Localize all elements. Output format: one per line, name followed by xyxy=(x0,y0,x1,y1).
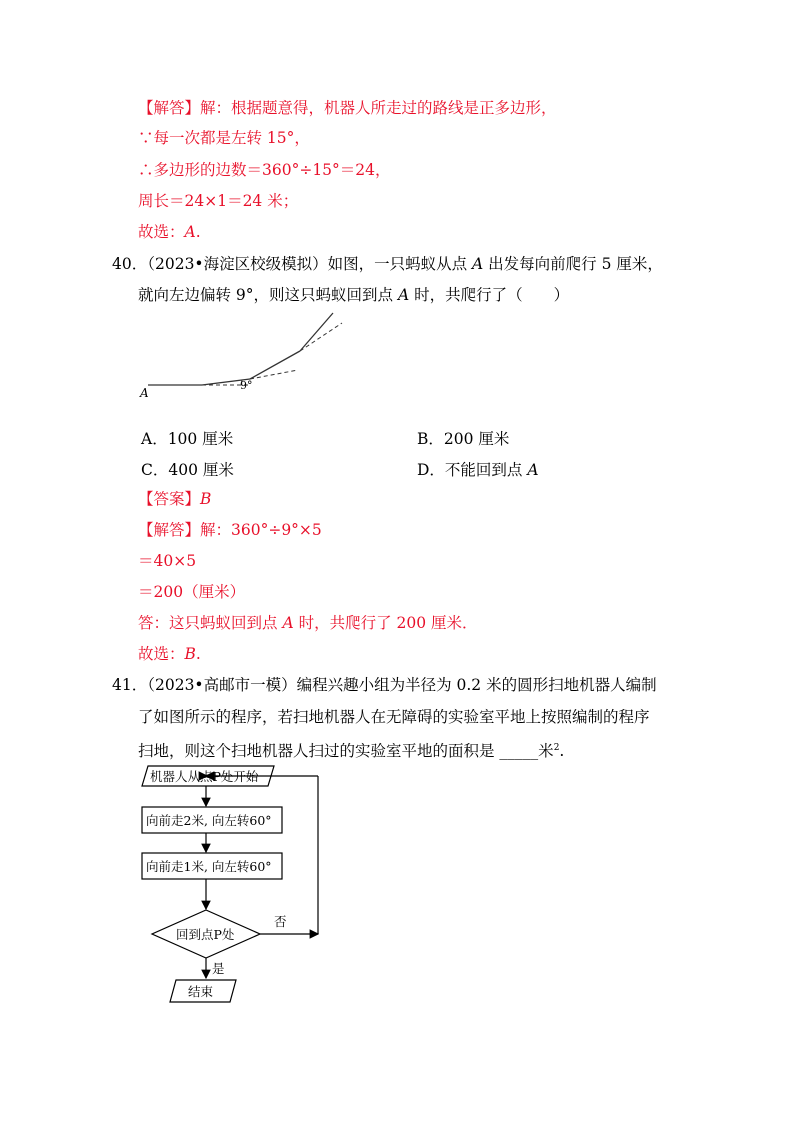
angle-label: 9° xyxy=(240,379,253,392)
choice-prefix: 故选： xyxy=(138,645,185,663)
choice-answer: A xyxy=(184,223,196,241)
step-1-text: 向前走2米, 向左转60° xyxy=(146,813,272,828)
q39-solution-line-3: ∴多边形的边数＝360°÷15°＝24， xyxy=(138,161,391,179)
q39-solution-line-1: 【解答】解：根据题意得，机器人所走过的路线是正多边形， xyxy=(138,99,557,117)
q40-stem-line-1 xyxy=(112,254,663,274)
stem-text: 就向左边偏转 9°，则这只蚂蚁回到点 xyxy=(138,286,398,304)
solution-text: 时，共爬行了 200 厘米． xyxy=(293,614,478,632)
no-label: 否 xyxy=(274,914,287,929)
end-text: 结束 xyxy=(188,984,214,999)
q40-solution-line-1: 【解答】解：360°÷9°×5 xyxy=(138,521,322,539)
point-label-a: A xyxy=(140,386,149,400)
start-text: 机器人从点P处开始 xyxy=(150,769,259,784)
stem-text: （2023•高邮市一模）编程兴趣小组为半径为 0.2 米的圆形扫地机器人编制 xyxy=(147,676,657,694)
choice-answer: B xyxy=(184,645,196,663)
answer-prefix: 【答案】 xyxy=(138,490,201,508)
decision-text: 回到点P处 xyxy=(176,927,235,942)
option-a: A．100 厘米 xyxy=(141,430,234,448)
option-text: D．不能回到点 xyxy=(417,461,528,479)
question-number: 41． xyxy=(112,676,148,694)
stem-text: 出发每向前爬行 5 厘米， xyxy=(483,255,663,273)
point-variable: A xyxy=(397,286,410,304)
q40-solution-line-4 xyxy=(138,613,478,633)
choice-suffix: . xyxy=(195,223,201,241)
stem-text: 时，共爬行了（ ） xyxy=(409,286,570,304)
q39-solution-line-4: 周长＝24×1＝24 米； xyxy=(138,192,299,210)
q40-answer xyxy=(138,489,211,509)
choice-prefix: 故选： xyxy=(138,223,185,241)
option-b: B．200 厘米 xyxy=(417,430,510,448)
q39-solution-line-2: ∵每一次都是左转 15°， xyxy=(138,129,310,147)
path-segment xyxy=(250,351,300,379)
option-d xyxy=(417,458,539,480)
step-2-text: 向前走1米, 向左转60° xyxy=(146,859,272,874)
path-segment xyxy=(300,313,333,351)
q41-stem-line-3 xyxy=(138,738,564,761)
option-c: C．400 厘米 xyxy=(141,461,234,479)
point-variable: A xyxy=(527,461,539,479)
point-variable: A xyxy=(472,255,484,273)
superscript: 2 xyxy=(553,743,560,753)
q40-solution-line-2: ＝40×5 xyxy=(138,552,197,570)
stem-text: （2023•海淀区校级模拟）如图，一只蚂蚁从点 xyxy=(147,255,473,273)
q41-stem-line-2: 了如图所示的程序，若扫地机器人在无障碍的实验室平地上按照编制的程序 xyxy=(138,708,650,726)
q40-stem-line-2 xyxy=(138,285,569,305)
yes-label: 是 xyxy=(212,961,225,976)
q39-solution-line-5 xyxy=(138,222,201,242)
stem-text: 扫地，则这个扫地机器人扫过的实验室平地的面积是 _____米 xyxy=(138,742,554,761)
question-number: 40． xyxy=(112,255,148,273)
choice-suffix: . xyxy=(195,645,201,663)
q40-solution-line-3: ＝200（厘米） xyxy=(138,583,246,601)
q41-stem-line-1 xyxy=(112,675,657,695)
answer-value: B xyxy=(200,490,212,508)
stem-text: . xyxy=(559,742,565,761)
robot-program-flowchart xyxy=(140,760,340,1015)
point-variable: A xyxy=(282,614,294,632)
solution-text: 答：这只蚂蚁回到点 xyxy=(138,614,283,632)
ant-path-figure xyxy=(130,305,360,405)
q40-solution-line-5 xyxy=(138,644,201,664)
